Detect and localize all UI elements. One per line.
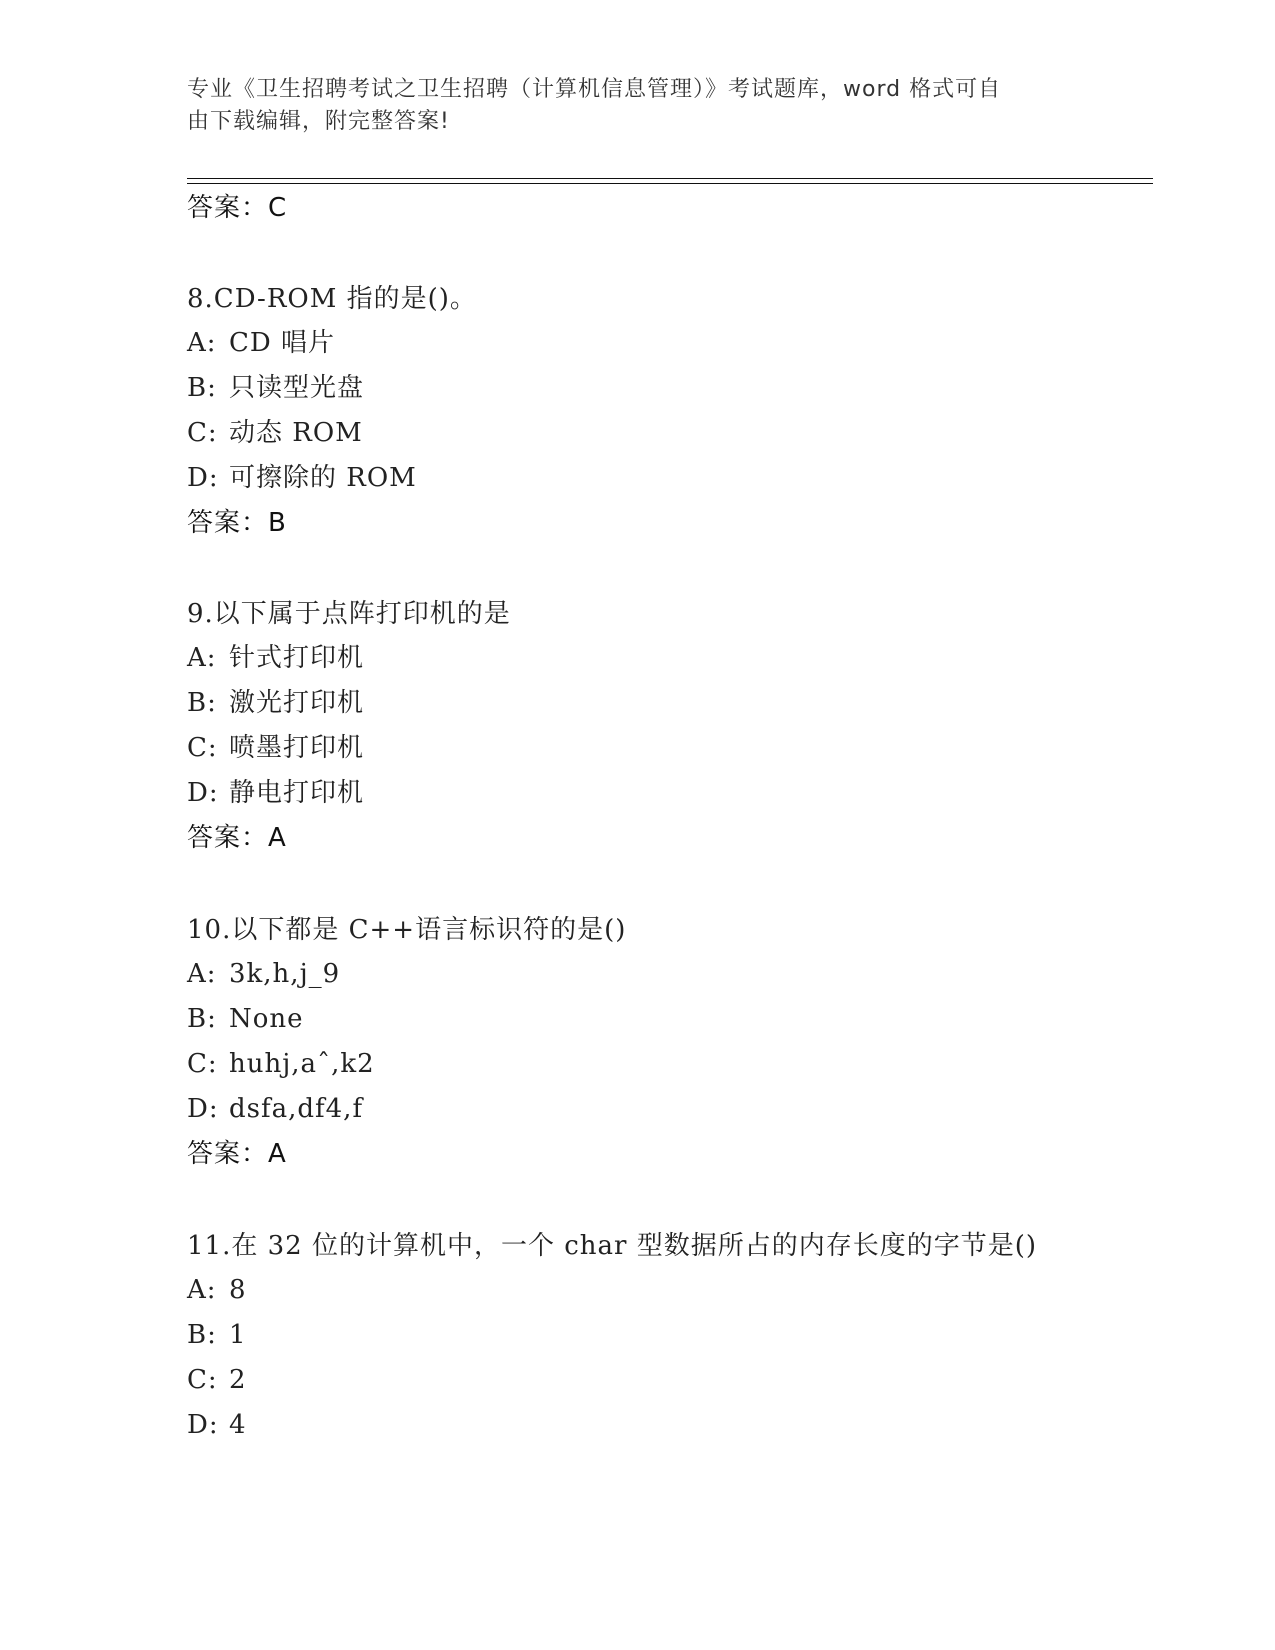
option-b <box>187 687 364 719</box>
option-letter: C: <box>187 733 218 763</box>
question-title: 9.以下属于点阵打印机的是 <box>187 599 511 629</box>
header-divider-bottom <box>187 183 1153 184</box>
option-letter: D: <box>187 778 219 808</box>
option-a <box>187 327 335 359</box>
option-text: 喷墨打印机 <box>229 733 365 763</box>
option-c <box>187 732 364 764</box>
header-line-2: 由下载编辑，附完整答案! <box>187 109 450 134</box>
option-letter: C: <box>187 1365 218 1395</box>
document-header <box>187 74 1087 138</box>
option-text: 激光打印机 <box>229 688 365 718</box>
option-letter: B: <box>187 688 217 718</box>
option-letter: A: <box>187 1275 217 1305</box>
option-text: 动态 ROM <box>229 418 363 448</box>
option-b <box>187 1003 304 1035</box>
option-d <box>187 1093 363 1125</box>
option-text: 4 <box>229 1410 247 1440</box>
question-title: 11.在 32 位的计算机中，一个 char 型数据所占的内存长度的字节是() <box>187 1231 1038 1261</box>
option-letter: D: <box>187 1094 219 1124</box>
option-a <box>187 958 340 990</box>
option-letter: B: <box>187 373 217 403</box>
option-letter: C: <box>187 418 218 448</box>
answer-line: 答案：C <box>187 193 288 223</box>
option-c <box>187 1048 375 1080</box>
answer-line: 答案：A <box>187 823 287 853</box>
option-d <box>187 1409 247 1441</box>
option-letter: B: <box>187 1004 217 1034</box>
option-text: 针式打印机 <box>229 643 365 673</box>
option-text: 3k,h,j_9 <box>229 959 341 989</box>
option-a <box>187 1274 247 1306</box>
option-d <box>187 777 364 809</box>
header-line-1: 专业《卫生招聘考试之卫生招聘（计算机信息管理）》考试题库，word 格式可自 <box>187 77 1002 102</box>
answer-line: 答案：A <box>187 1139 287 1169</box>
option-b <box>187 1319 247 1351</box>
header-divider-top <box>187 178 1153 179</box>
option-letter: B: <box>187 1320 217 1350</box>
option-text: 静电打印机 <box>229 778 365 808</box>
question-title: 8.CD-ROM 指的是()。 <box>187 284 477 314</box>
option-text: None <box>229 1004 304 1034</box>
option-letter: A: <box>187 959 217 989</box>
option-text: 8 <box>229 1275 247 1305</box>
option-text: 只读型光盘 <box>229 373 365 403</box>
option-a <box>187 642 364 674</box>
option-d <box>187 462 417 494</box>
option-text: 1 <box>229 1320 247 1350</box>
option-text: dsfa,df4,f <box>229 1094 364 1124</box>
option-text: 可擦除的 ROM <box>229 463 417 493</box>
option-letter: D: <box>187 463 219 493</box>
option-text: huhj,aˆ,k2 <box>229 1049 375 1079</box>
option-text: CD 唱片 <box>229 328 336 358</box>
option-letter: A: <box>187 643 217 673</box>
option-letter: D: <box>187 1410 219 1440</box>
option-text: 2 <box>229 1365 247 1395</box>
option-letter: C: <box>187 1049 218 1079</box>
option-c <box>187 417 363 449</box>
question-title: 10.以下都是 C++语言标识符的是() <box>187 915 627 945</box>
option-letter: A: <box>187 328 217 358</box>
option-c <box>187 1364 247 1396</box>
answer-line: 答案：B <box>187 508 287 538</box>
option-b <box>187 372 364 404</box>
